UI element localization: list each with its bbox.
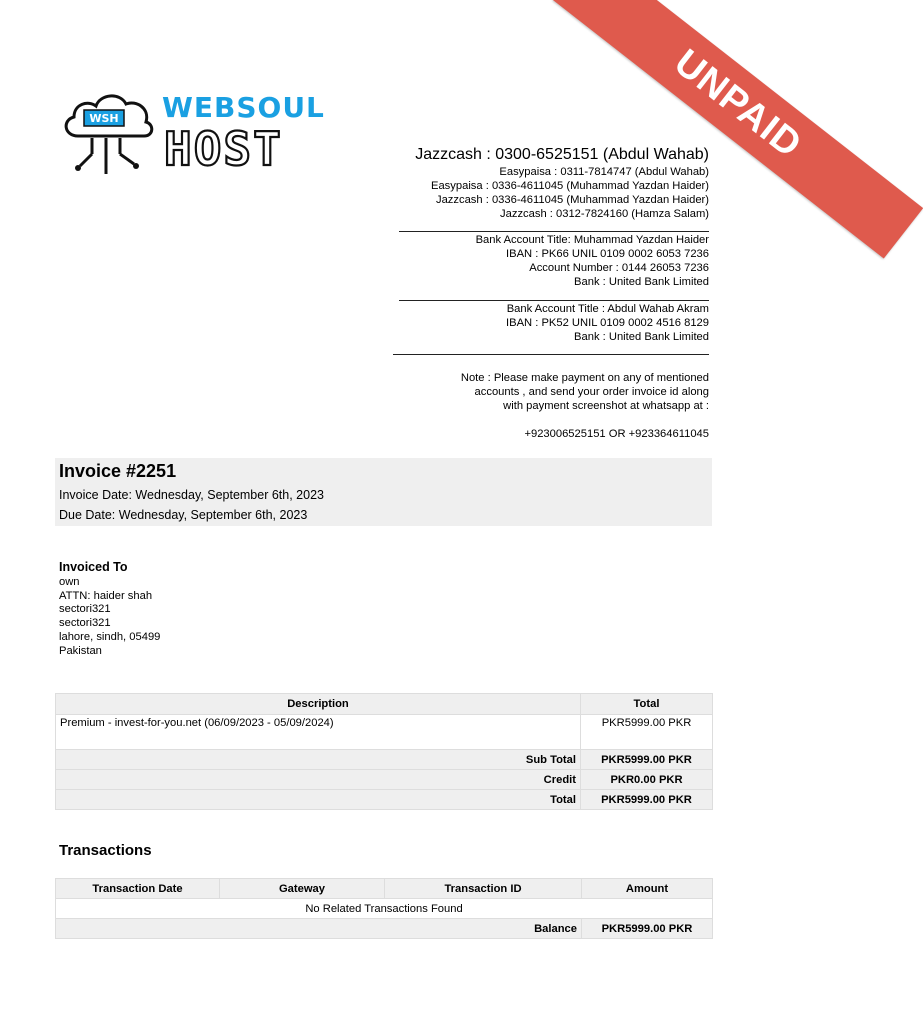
- logo-badge-text: WSH: [89, 112, 119, 125]
- balance-value: PKR5999.00 PKR: [582, 919, 713, 939]
- address-line: ATTN: haider shah: [59, 589, 153, 602]
- bank-account-number: Account Number : 0144 26053 7236: [529, 262, 709, 274]
- credit-label: Credit: [56, 770, 581, 790]
- bank-title: Bank Account Title : Abdul Wahab Akram: [506, 303, 709, 315]
- invoice-date: Invoice Date: Wednesday, September 6th, 2023: [59, 488, 324, 502]
- balance-label: Balance: [56, 919, 582, 939]
- payment-line: Jazzcash : 0312-7824160 (Hamza Salam): [500, 208, 709, 220]
- ribbon-text: UNPAID: [666, 41, 810, 166]
- subtotal-value: PKR5999.00 PKR: [581, 750, 713, 770]
- column-header-total: Total: [581, 694, 713, 715]
- cloud-server-icon: [58, 86, 158, 182]
- payment-note: [461, 371, 709, 441]
- column-header-amount: Amount: [582, 879, 713, 899]
- payment-line: Jazzcash : 0336-4611045 (Muhammad Yazdan Haider): [435, 194, 709, 206]
- invoiced-to: [59, 561, 160, 659]
- invoice-title: Invoice #2251: [59, 461, 177, 481]
- total-row: [56, 790, 713, 810]
- payment-line: Easypaisa : 0336-4611045 (Muhammad Yazdan Haider): [431, 180, 709, 192]
- balance-row: [56, 919, 713, 939]
- credit-value: PKR0.00 PKR: [581, 770, 713, 790]
- credit-row: [56, 770, 713, 790]
- total-label: Total: [56, 790, 581, 810]
- total-value: PKR5999.00 PKR: [581, 790, 713, 810]
- address-line: Pakistan: [59, 644, 102, 657]
- invoice-items-table: [55, 693, 713, 810]
- whatsapp-numbers: +923006525151 OR +923364611045: [524, 428, 709, 440]
- payment-methods: [415, 145, 709, 221]
- note-line: accounts , and send your order invoice id along: [474, 386, 709, 398]
- primary-payment: Jazzcash : 0300-6525151 (Abdul Wahab): [415, 146, 709, 163]
- column-header-date: Transaction Date: [56, 879, 220, 899]
- due-date: Due Date: Wednesday, September 6th, 2023: [59, 508, 308, 522]
- empty-transactions-message: No Related Transactions Found: [56, 899, 713, 919]
- table-header-row: [56, 694, 713, 715]
- subtotal-row: [56, 750, 713, 770]
- invoice-header: [55, 458, 712, 526]
- table-header-row: [56, 879, 713, 899]
- payment-line: Easypaisa : 0311-7814747 (Abdul Wahab): [499, 166, 709, 178]
- note-line: with payment screenshot at whatsapp at :: [503, 400, 709, 412]
- table-row: [56, 899, 713, 919]
- address-line: sectori321: [59, 617, 111, 630]
- bank-iban: IBAN : PK66 UNIL 0109 0002 6053 7236: [506, 248, 709, 260]
- bank-name: Bank : United Bank Limited: [574, 331, 709, 343]
- transactions-table: [55, 878, 713, 939]
- divider: [399, 231, 709, 232]
- table-row: [56, 715, 713, 750]
- bank-account-1: [476, 233, 709, 289]
- column-header-description: Description: [56, 694, 581, 715]
- bank-account-2: [506, 302, 709, 344]
- transactions-title: Transactions: [59, 842, 152, 859]
- address-line: own: [59, 575, 80, 588]
- bank-name: Bank : United Bank Limited: [574, 276, 709, 288]
- bank-title: Bank Account Title: Muhammad Yazdan Haider: [475, 234, 709, 246]
- column-header-transaction-id: Transaction ID: [385, 879, 582, 899]
- item-total: PKR5999.00 PKR: [581, 715, 713, 750]
- divider: [393, 354, 709, 355]
- column-header-gateway: Gateway: [220, 879, 385, 899]
- bank-iban: IBAN : PK52 UNIL 0109 0002 4516 8129: [506, 317, 709, 329]
- item-description: Premium - invest-for-you.net (06/09/2023 - 05/09/2024): [56, 715, 581, 750]
- logo-line-1: WEBSOUL: [162, 91, 325, 124]
- note-line: Note : Please make payment on any of mentioned: [460, 372, 709, 384]
- logo-line-2: HOST: [164, 122, 283, 176]
- invoiced-to-heading: Invoiced To: [59, 560, 128, 574]
- divider: [399, 300, 709, 301]
- subtotal-label: Sub Total: [56, 750, 581, 770]
- company-logo: [58, 86, 328, 182]
- address-line: sectori321: [59, 603, 111, 616]
- address-line: lahore, sindh, 05499: [59, 630, 161, 643]
